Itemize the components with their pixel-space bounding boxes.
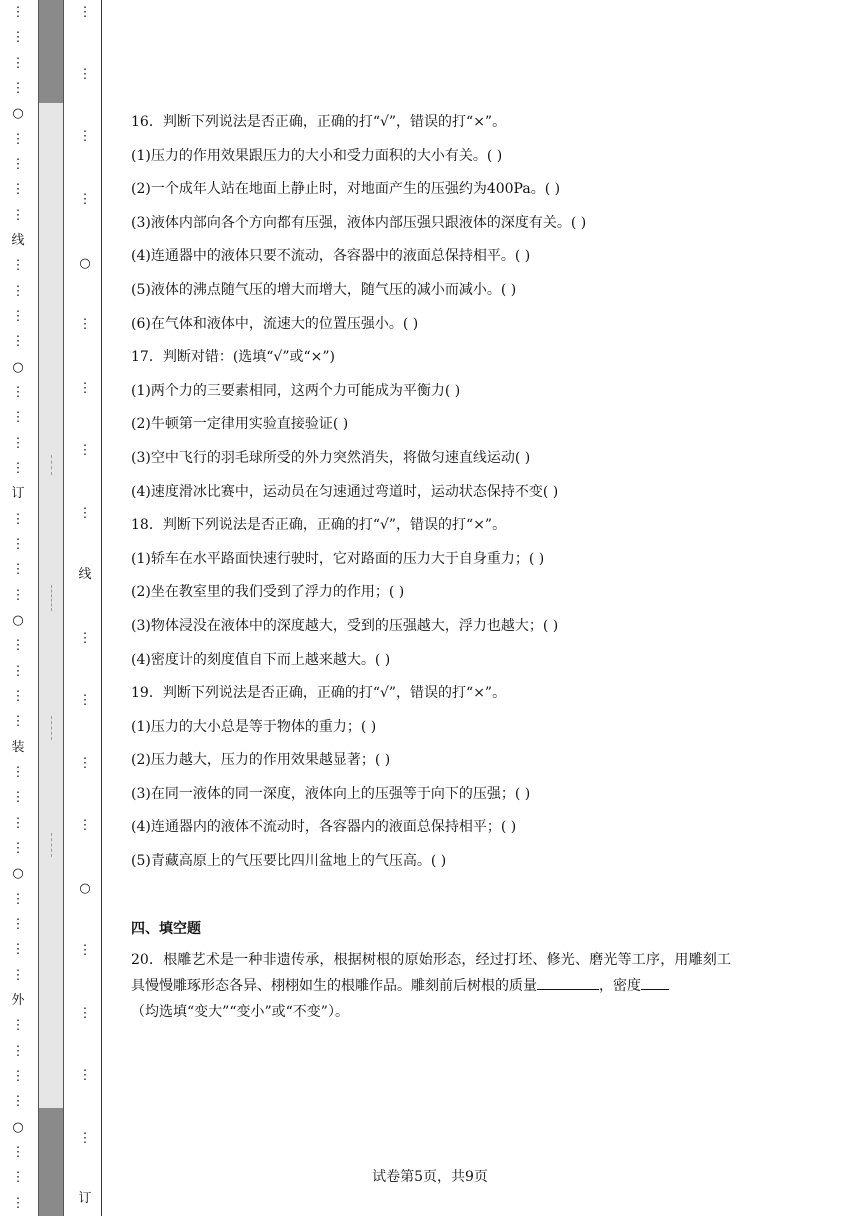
outer-binding-line bbox=[10, 0, 26, 1216]
question-item: (1)两个力的三要素相同，这两个力可能成为平衡力( ) bbox=[131, 382, 461, 399]
question-item: (3)空中飞行的羽毛球所受的外力突然消失，将做匀速直线运动( ) bbox=[131, 449, 531, 466]
binding-dots: ⋮ bbox=[11, 5, 25, 21]
binding-mark: 订 bbox=[11, 486, 25, 502]
question-stem: 19．判断下列说法是否正确，正确的打“√”，错误的打“×”。 bbox=[131, 685, 507, 702]
question-item: (1)轿车在水平路面快速行驶时，它对路面的压力大于自身重力；( ) bbox=[131, 550, 545, 567]
binding-dots: ⋮ bbox=[78, 693, 92, 708]
binding-dots: ⋮ bbox=[11, 1094, 25, 1110]
binding-dots: ⋮ bbox=[11, 537, 25, 553]
strip-slot bbox=[51, 455, 53, 475]
question-stem: 16．判断下列说法是否正确，正确的打“√”，错误的打“×”。 bbox=[131, 114, 507, 130]
binding-mark: ○ bbox=[12, 359, 24, 375]
binding-mark: 外 bbox=[11, 992, 25, 1008]
binding-dots: ⋮ bbox=[11, 385, 25, 401]
binding-dots: ⋮ bbox=[78, 631, 92, 646]
binding-dots: ⋮ bbox=[11, 587, 25, 603]
binding-dots: ⋮ bbox=[78, 1068, 92, 1083]
margin-border-line bbox=[101, 0, 102, 1216]
strip-dark-top bbox=[39, 0, 63, 103]
binding-dots: ⋮ bbox=[11, 55, 25, 71]
question-item: (6)在气体和液体中，流速大的位置压强小。( ) bbox=[131, 315, 419, 332]
binding-dots: ⋮ bbox=[11, 410, 25, 426]
binding-dots: ⋮ bbox=[78, 1131, 92, 1146]
binding-dots: ⋮ bbox=[11, 840, 25, 856]
question-item: (5)液体的沸点随气压的增大而增大，随气压的减小而减小。( ) bbox=[131, 281, 517, 298]
binding-dots: ⋮ bbox=[78, 943, 92, 958]
question-16 bbox=[131, 112, 741, 347]
binding-dots: ⋮ bbox=[11, 765, 25, 780]
binding-dots: ⋮ bbox=[11, 511, 25, 527]
binding-dots: ⋮ bbox=[78, 443, 92, 458]
binding-mark: ○ bbox=[12, 1119, 24, 1135]
question-19 bbox=[131, 683, 741, 885]
binding-dots: ⋮ bbox=[78, 756, 92, 771]
exam-content bbox=[131, 112, 741, 1025]
question-item: (2)坐在教室里的我们受到了浮力的作用；( ) bbox=[131, 584, 405, 601]
strip-slot bbox=[51, 833, 53, 857]
binding-dots: ⋮ bbox=[11, 258, 25, 274]
answer-blank-density[interactable] bbox=[641, 975, 669, 990]
binding-dots: ⋮ bbox=[11, 207, 25, 223]
binding-mark: ○ bbox=[79, 881, 91, 896]
question-item: (3)液体内部向各个方向都有压强，液体内部压强只跟液体的深度有关。( ) bbox=[131, 214, 587, 231]
question-item: (4)连通器中的液体只要不流动，各容器中的液面总保持相平。( ) bbox=[131, 248, 531, 265]
question-20-text: （均选填“变大”“变小”或“不变”）。 bbox=[131, 1003, 349, 1020]
binding-dots: ⋮ bbox=[11, 1195, 25, 1211]
binding-mark: ○ bbox=[12, 866, 24, 882]
binding-dots: ⋮ bbox=[11, 283, 25, 299]
binding-dots: ⋮ bbox=[11, 942, 25, 958]
strip-slot bbox=[51, 585, 53, 611]
binding-dots: ⋮ bbox=[78, 381, 92, 396]
binding-dots: ⋮ bbox=[78, 5, 92, 20]
binding-dots: ⋮ bbox=[11, 435, 25, 451]
question-item: (1)压力的作用效果跟压力的大小和受力面积的大小有关。( ) bbox=[131, 147, 503, 164]
binding-dots: ⋮ bbox=[11, 714, 25, 730]
binding-dots: ⋮ bbox=[78, 818, 92, 833]
binding-dots: ⋮ bbox=[11, 1043, 25, 1059]
question-17 bbox=[131, 347, 741, 515]
question-item: (2)牛顿第一定律用实验直接验证( ) bbox=[131, 416, 349, 433]
binding-dots: ⋮ bbox=[11, 30, 25, 46]
binding-dots: ⋮ bbox=[11, 562, 25, 578]
question-18 bbox=[131, 515, 741, 683]
binding-dots: ⋮ bbox=[78, 317, 92, 332]
strip-dark-bottom bbox=[39, 1108, 63, 1216]
binding-dots: ⋮ bbox=[11, 182, 25, 198]
binding-dots: ⋮ bbox=[11, 815, 25, 831]
binding-dots: ⋮ bbox=[11, 1144, 25, 1160]
binding-dots: ⋮ bbox=[11, 1068, 25, 1084]
binding-mark: 装 bbox=[11, 739, 25, 755]
binding-dots: ⋮ bbox=[11, 461, 25, 477]
binding-strip bbox=[38, 0, 64, 1216]
question-item: (5)青藏高原上的气压要比四川盆地上的气压高。( ) bbox=[131, 853, 447, 870]
binding-dots: ⋮ bbox=[11, 891, 25, 907]
page-footer: 试卷第5页，共9页 bbox=[372, 1169, 488, 1185]
binding-dots: ⋮ bbox=[78, 129, 92, 144]
binding-mark: 订 bbox=[78, 1191, 92, 1206]
question-item: (1)压力的大小总是等于物体的重力；( ) bbox=[131, 718, 377, 735]
question-20 bbox=[131, 947, 731, 1025]
binding-mark: ○ bbox=[12, 106, 24, 122]
question-item: (4)密度计的刻度值自下而上越来越大。( ) bbox=[131, 651, 391, 668]
binding-mark: 线 bbox=[11, 233, 25, 249]
section-gap bbox=[131, 885, 741, 919]
question-item: (2)压力越大，压力的作用效果越显著；( ) bbox=[131, 752, 391, 769]
binding-dots: ⋮ bbox=[11, 131, 25, 147]
question-20-text: 20．根雕艺术是一种非遗传承，根据树根的原始形态，经过打坯、修光、磨光等工序，用雕刻工具慢慢雕琢形态各异、栩栩如生的根雕作品。雕刻前后树根的质量 bbox=[131, 951, 731, 994]
binding-dots: ⋮ bbox=[11, 967, 25, 983]
question-item: (4)连通器内的液体不流动时，各容器内的液面总保持相平；( ) bbox=[131, 819, 517, 836]
question-20-text: ，密度 bbox=[599, 977, 641, 994]
binding-dots: ⋮ bbox=[11, 663, 25, 679]
binding-dots: ⋮ bbox=[78, 506, 92, 521]
binding-mark: ○ bbox=[79, 256, 91, 271]
binding-dots: ⋮ bbox=[11, 334, 25, 350]
binding-dots: ⋮ bbox=[11, 689, 25, 705]
binding-dots: ⋮ bbox=[11, 1018, 25, 1034]
binding-dots: ⋮ bbox=[11, 1170, 25, 1186]
binding-dots: ⋮ bbox=[78, 192, 92, 207]
question-item: (3)在同一液体的同一深度，液体向上的压强等于向下的压强；( ) bbox=[131, 785, 531, 802]
question-item: (4)速度滑冰比赛中，运动员在匀速通过弯道时，运动状态保持不变( ) bbox=[131, 483, 559, 500]
binding-mark: ○ bbox=[12, 613, 24, 629]
strip-slot bbox=[51, 716, 53, 740]
binding-dots: ⋮ bbox=[11, 81, 25, 97]
binding-dots: ⋮ bbox=[78, 1006, 92, 1021]
binding-mark: 线 bbox=[78, 567, 92, 582]
binding-margin bbox=[0, 0, 102, 1216]
binding-dots: ⋮ bbox=[11, 790, 25, 806]
question-item: (2)一个成年人站在地面上静止时，对地面产生的压强约为400Pa。( ) bbox=[131, 181, 561, 198]
binding-dots: ⋮ bbox=[11, 916, 25, 932]
question-stem: 17．判断对错：(选填“√”或“×”) bbox=[131, 349, 336, 366]
answer-blank-mass[interactable] bbox=[537, 975, 599, 990]
question-item: (3)物体浸没在液体中的深度越大，受到的压强越大，浮力也越大；( ) bbox=[131, 617, 559, 634]
question-stem: 18．判断下列说法是否正确，正确的打“√”，错误的打“×”。 bbox=[131, 517, 507, 534]
inner-binding-line bbox=[76, 0, 94, 1216]
binding-dots: ⋮ bbox=[11, 157, 25, 173]
binding-dots: ⋮ bbox=[11, 309, 25, 325]
binding-dots: ⋮ bbox=[11, 638, 25, 654]
binding-dots: ⋮ bbox=[78, 67, 92, 82]
section-title: 四、填空题 bbox=[131, 920, 201, 937]
